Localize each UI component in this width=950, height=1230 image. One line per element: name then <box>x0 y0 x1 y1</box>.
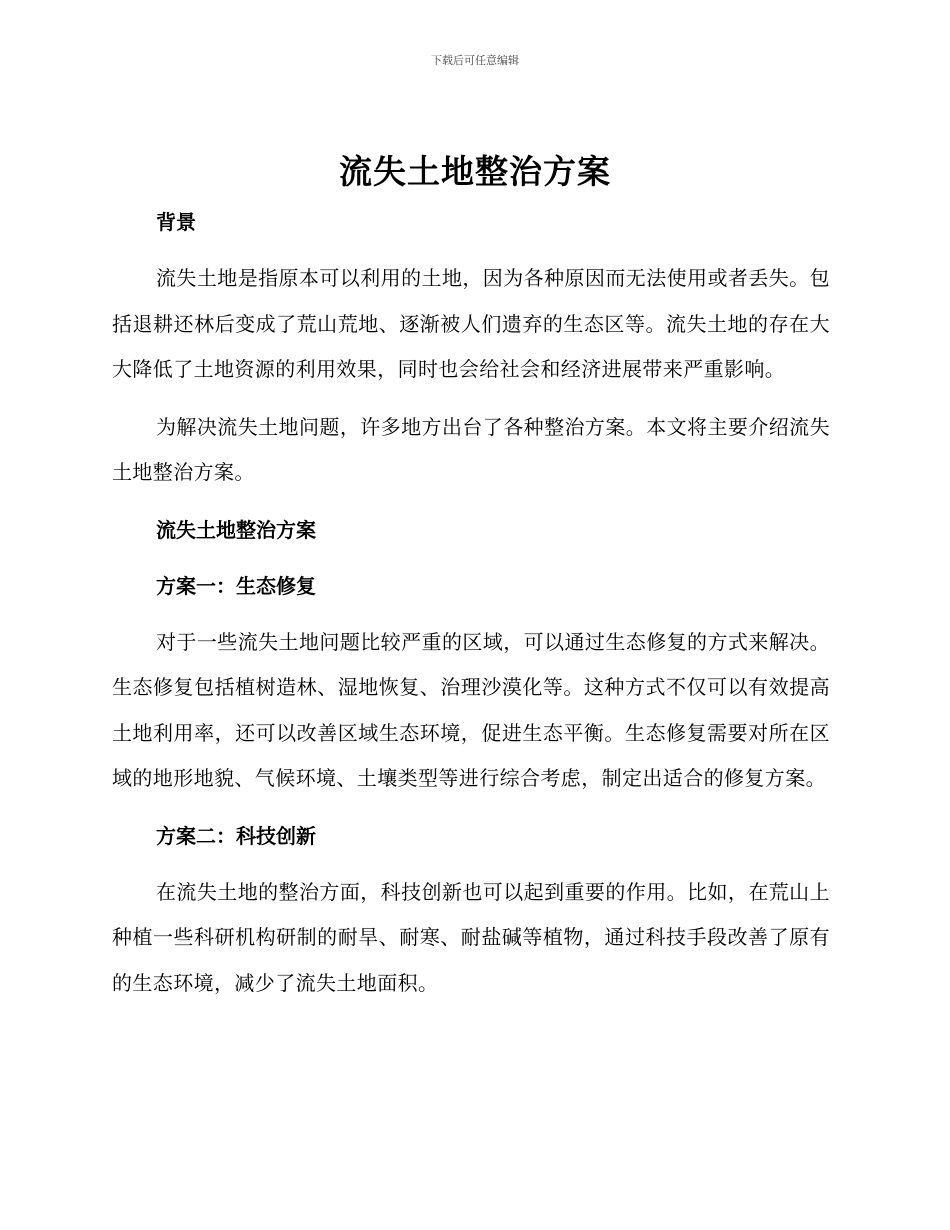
plan1-paragraph: 对于一些流失土地问题比较严重的区域，可以通过生态修复的方式来解决。生态修复包括植树造林、湿地恢复、治理沙漠化等。这种方式不仅可以有效提高土地利用率，还可以改善区域生态环境，促进生态平衡。生态修复需要对所在区域的地形地貌、气候环境、土壤类型等进行综合考虑，制定出适合的修复方案。 <box>112 629 830 790</box>
section-heading-plans: 流失土地整治方案 <box>156 517 316 542</box>
plan2-paragraph: 在流失土地的整治方面，科技创新也可以起到重要的作用。比如，在荒山上种植一些科研机构研制的耐旱、耐寒、耐盐碱等植物，通过科技手段改善了原有的生态环境，减少了流失土地面积。 <box>112 879 830 995</box>
header-note: 下载后可任意编辑 <box>431 54 519 67</box>
paragraph-background-2: 为解决流失土地问题，许多地方出台了各种整治方案。本文将主要介绍流失土地整治方案。 <box>112 414 830 484</box>
plan2-heading: 方案二：科技创新 <box>156 823 316 848</box>
paragraph-background-1: 流失土地是指原本可以利用的土地，因为各种原因而无法使用或者丢失。包括退耕还林后变成了荒山荒地、逐渐被人们遗弃的生态区等。流失土地的存在大大降低了土地资源的利用效果，同时也会给社会和经济进展带来严重影响。 <box>112 266 830 381</box>
document-body <box>112 200 830 1006</box>
section-heading-background: 背景 <box>156 210 196 234</box>
document-title: 流失土地整治方案 <box>339 152 611 191</box>
plan1-heading: 方案一：生态修复 <box>156 573 316 598</box>
